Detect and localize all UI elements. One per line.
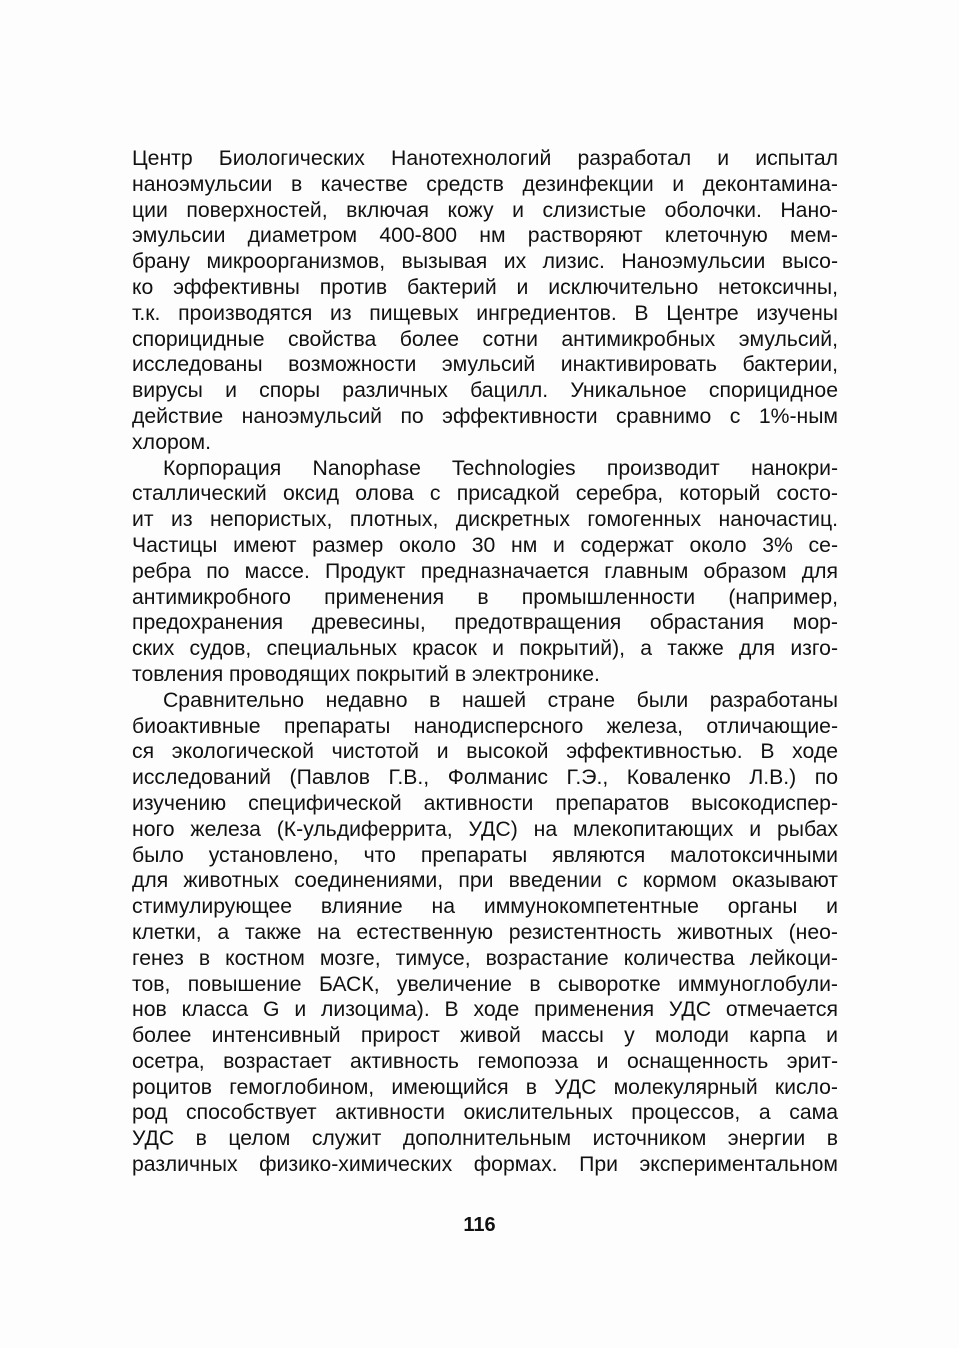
text-line: ного железа (К-ульдиферрита, УДС) на млекопитающих и рыбах (132, 817, 838, 841)
text-line: ребра по массе. Продукт предназначается главным образом для (132, 559, 838, 583)
text-line: Центр Биологических Нанотехнологий разработал и испытал (132, 147, 838, 170)
page-number: 116 (463, 1214, 496, 1236)
text-line: действие наноэмульсий по эффективности сравнимо с 1%-ным (132, 404, 838, 428)
text-line: т.к. производятся из пищевых ингредиентов. В Центре изучены (132, 301, 838, 325)
text-line: брану микроорганизмов, вызывая их лизис. Наноэмульсии высо- (132, 250, 838, 274)
body-text (132, 146, 838, 1178)
paragraph-nanophase (132, 456, 838, 688)
text-line: УДС в целом служит дополнительным источником энергии в (132, 1127, 838, 1151)
text-line: для животных соединениями, при введении с кормом оказывают (132, 869, 838, 893)
text-line: биоактивные препараты нанодисперсного железа, отличающие- (132, 714, 838, 738)
text-line: клетки, а также на естественную резистентность животных (нео- (132, 920, 838, 944)
text-line: Частицы имеют размер около 30 нм и содержат около 3% се- (132, 533, 838, 557)
text-line: эмульсии диаметром 400-800 нм растворяют клеточную мем- (132, 224, 838, 248)
text-line: исследованы возможности эмульсий инактивировать бактерии, (132, 353, 838, 377)
text-line: ит из непористых, плотных, дискретных гомогенных наночастиц. (132, 508, 838, 532)
paragraph-nanodispersed-iron (132, 688, 838, 1178)
text-line: изучению специфической активности препаратов высокодиспер- (132, 791, 838, 815)
text-line: Сравнительно недавно в нашей стране были разработаны (163, 688, 838, 712)
text-line: ских судов, специальных красок и покрытий), а также для изго- (132, 637, 838, 661)
text-line: тов, повышение БАСК, увеличение в сыворотке иммуноглобули- (132, 972, 838, 996)
text-line: ко эффективны против бактерий и исключительно нетоксичны, (132, 275, 838, 299)
text-line: предохранения древесины, предотвращения обрастания мор- (132, 611, 838, 635)
text-line: роцитов гемоглобином, имеющийся в УДС молекулярный кисло- (132, 1075, 838, 1099)
text-line: ся экологической чистотой и высокой эффективностью. В ходе (132, 740, 838, 764)
text-line: осетра, возрастает активность гемопоэза и оснащенность эрит- (132, 1049, 838, 1073)
text-line: нов класса G и лизоцима). В ходе применения УДС отмечается (132, 998, 838, 1022)
text-line: род способствует активности окислительных процессов, а сама (132, 1101, 838, 1125)
text-line: вирусы и споры различных бацилл. Уникальное спорицидное (132, 379, 838, 403)
text-line: хлором. (132, 430, 211, 454)
text-line: наноэмульсии в качестве средств дезинфекции и деконтамина- (132, 172, 838, 196)
paragraph-nanoemulsions (132, 146, 838, 456)
text-line: было установлено, что препараты являются малотоксичными (132, 843, 838, 867)
text-line: антимикробного применения в промышленности (например, (132, 585, 838, 609)
text-line: генез в костном мозге, тимусе, возрастание количества лейкоци- (132, 946, 838, 970)
text-line: различных физико-химических формах. При экспериментальном (132, 1153, 838, 1177)
text-line: спорицидные свойства более сотни антимикробных эмульсий, (132, 327, 838, 351)
text-line: стимулирующее влияние на иммунокомпетентные органы и (132, 895, 838, 919)
text-line: товления проводящих покрытий в электронике. (132, 662, 600, 686)
text-line: ции поверхностей, включая кожу и слизистые оболочки. Нано- (132, 198, 838, 222)
text-line: Корпорация Nanophase Technologies производит нанокри- (163, 456, 838, 480)
text-line: более интенсивный прирост живой массы у молоди карпа и (132, 1024, 838, 1048)
text-line: сталлический оксид олова с присадкой серебра, который состо- (132, 482, 838, 506)
text-line: исследований (Павлов Г.В., Фолманис Г.Э., Коваленко Л.В.) по (132, 766, 838, 790)
